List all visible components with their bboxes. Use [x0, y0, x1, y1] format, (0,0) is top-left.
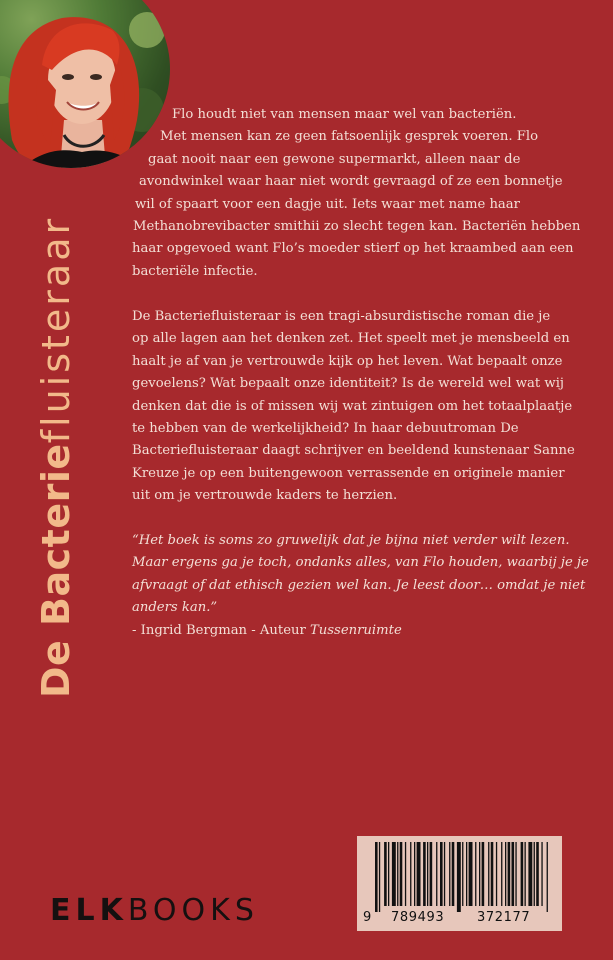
quote-line: anders kan.”	[132, 600, 218, 616]
barcode-bar	[508, 842, 511, 906]
blurb-line: te hebben van de werkelijkheid? In haar debuutroman De	[132, 421, 519, 437]
blurb-paragraph-1	[132, 104, 581, 283]
barcode-bar	[436, 842, 437, 906]
barcode-bar	[427, 842, 428, 906]
barcode-bar	[452, 842, 455, 906]
quote-credit	[132, 620, 589, 642]
barcode-bar	[397, 842, 398, 906]
barcode-bar	[491, 842, 494, 906]
barcode-bar	[505, 842, 506, 906]
barcode-digit-group-1: 789493	[391, 910, 445, 925]
barcode-bar	[528, 842, 532, 906]
barcode-bar	[512, 842, 515, 906]
spine-title-bold: De Bacterie	[34, 443, 78, 698]
blurb-line: Met mensen kan ze geen fatsoenlijk gesprek voeren. Flo	[160, 129, 539, 145]
barcode-bar	[466, 842, 467, 906]
author-photo	[0, 0, 170, 168]
barcode-digit-first: 9	[363, 910, 372, 925]
barcode-bar	[417, 842, 421, 906]
author-portrait-illustration	[0, 0, 170, 168]
barcode-bar	[423, 842, 426, 906]
isbn-barcode	[357, 836, 562, 931]
barcode-bar	[440, 842, 443, 906]
quote-line: afvraagt of dat ethisch gezien wel kan. Je leest door… omdat je niet	[132, 577, 586, 593]
barcode-bar	[515, 842, 516, 906]
barcode-bar	[525, 842, 526, 906]
barcode-bar	[475, 842, 476, 906]
blurb-paragraph-2	[132, 306, 575, 508]
barcode-bars	[357, 836, 562, 931]
barcode-bar	[410, 842, 411, 906]
barcode-bar	[457, 842, 461, 912]
barcode-bar	[534, 842, 535, 906]
blurb-line: Methanobrevibacter smithii zo slecht tegen kan. Bacteriën hebben	[133, 219, 581, 235]
blurb-line: avondwinkel waar haar niet wordt gevraagd of ze een bonnetje	[139, 174, 563, 190]
barcode-bar	[379, 842, 380, 912]
barcode-bar	[488, 842, 489, 906]
quote-line: Maar ergens ga je toch, ondanks alles, van Flo houden, waarbij je je	[132, 555, 589, 571]
barcode-bar	[469, 842, 473, 906]
blurb-line: haar opgevoed want Flo’s moeder stierf op het kraambed aan een	[132, 241, 574, 257]
blurb-line: Kreuze je op een buitengewoon verrassende en originele manier	[132, 465, 565, 481]
barcode-bar	[536, 842, 539, 906]
blurb-line: uit om je vertrouwde kaders te herzien.	[132, 488, 398, 504]
barcode-bar	[501, 842, 502, 906]
barcode-bar	[430, 842, 433, 906]
review-quote	[132, 530, 589, 642]
barcode-bar	[388, 842, 389, 906]
barcode-bar	[444, 842, 445, 906]
blurb-line: De Bacteriefluisteraar is een tragi-absurdistische roman die je	[132, 309, 551, 324]
barcode-bar	[496, 842, 497, 906]
blurb-line: wil of spaart voor een dagje uit. Iets waar met name haar	[135, 196, 520, 212]
blurb-line: bacteriële infectie.	[132, 263, 258, 279]
publisher-logo	[50, 893, 259, 928]
barcode-bar	[405, 842, 406, 906]
barcode-bar	[547, 842, 548, 912]
barcode-bar	[375, 842, 378, 912]
blurb-line: haalt je af van je vertrouwde kijk op het leven. Wat bepaalt onze	[132, 353, 563, 369]
barcode-bar	[479, 842, 480, 906]
barcode-bar	[414, 842, 415, 906]
publisher-logo-light: BOOKS	[127, 893, 259, 928]
blurb-line: gevoelens? Wat bepaalt onze identiteit? Is de wereld wel wat wij	[132, 376, 564, 392]
barcode-bar	[541, 842, 542, 906]
blurb-line: gaat nooit naar een gewone supermarkt, alleen naar de	[148, 151, 521, 167]
barcode-bar	[400, 842, 403, 906]
barcode-bar	[392, 842, 396, 906]
blurb-line: Flo houdt niet van mensen maar wel van bacteriën.	[172, 107, 517, 122]
spine-title-light: fluisteraar	[34, 215, 78, 444]
quote-line: “Het boek is soms zo gruwelijk dat je bijna niet verder wilt lezen.	[132, 533, 570, 548]
blurb-line: op alle lagen aan het denken zet. Het speelt met je mensbeeld en	[132, 331, 570, 347]
barcode-bar	[521, 842, 524, 906]
barcode-bar	[462, 842, 463, 906]
blurb-line: denken dat die is of missen wij wat zintuigen om het totaalplaatje	[132, 398, 573, 414]
spine-title	[34, 215, 78, 698]
blurb-line: Bacteriefluisteraar daagt schrijver en beeldend kunstenaar Sanne	[132, 443, 575, 459]
quote-credit-work: Tussenruimte	[310, 622, 402, 638]
barcode-bar	[384, 842, 387, 906]
barcode-bar	[482, 842, 485, 906]
publisher-logo-bold: ELK	[50, 893, 128, 928]
quote-credit-prefix: - Ingrid Bergman - Auteur	[132, 622, 310, 638]
barcode-bar	[449, 842, 450, 906]
barcode-digit-group-2: 372177	[477, 910, 531, 925]
